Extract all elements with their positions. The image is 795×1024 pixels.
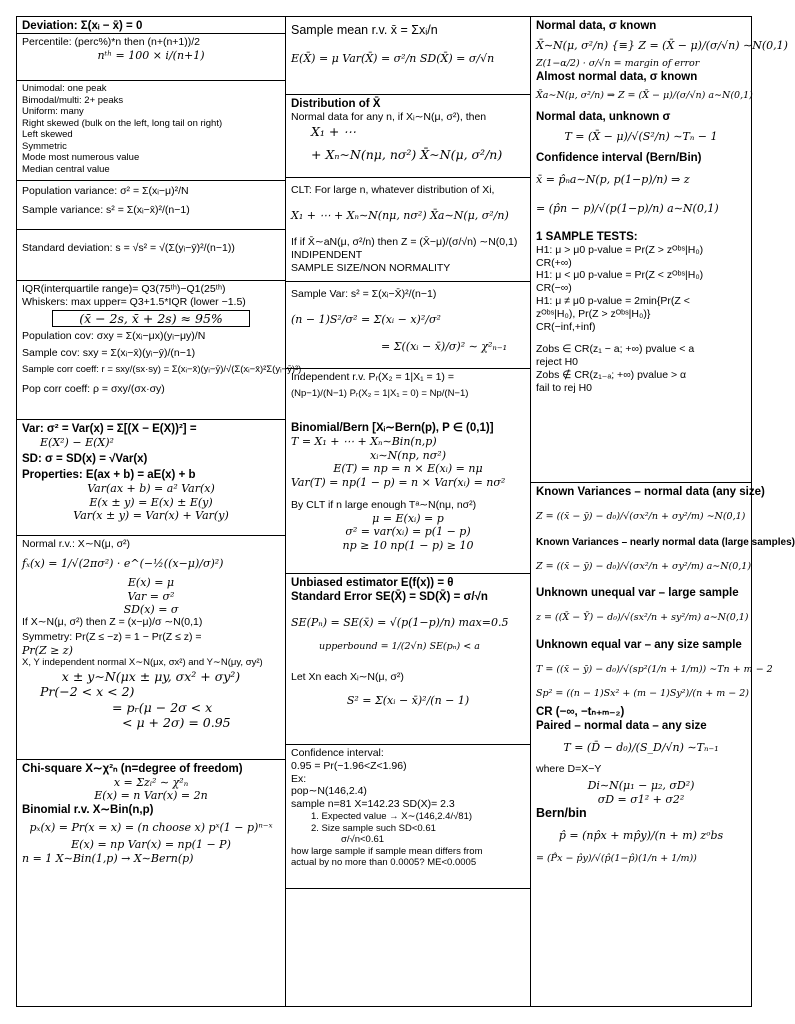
phat-dist: x̄ = p̂ₙa∼N(p, p(1−p)/n) ⇒ z (536, 173, 690, 187)
two-sigma-2: = pᵣ(μ − 2σ < x (112, 699, 213, 715)
one-sample-tests: 1 SAMPLE TESTS: (536, 230, 638, 243)
sample-var-chi: (n − 1)S²/σ² = Σ(xᵢ − x)²/σ² (291, 312, 441, 326)
bern-var: σ² = var(xᵢ) = p(1 − p) (345, 525, 471, 539)
clt-note-2: SAMPLE SIZE/NON NORMALITY (291, 261, 451, 274)
estimator-box (285, 573, 531, 745)
deviation-box (16, 16, 286, 34)
t-paired: T = (D̄ − d₀)/(S_D/√n) ∼Tₙ₋₁ (563, 741, 719, 755)
binomial-sum: T = X₁ + ⋯ + Xₙ∼Bin(n,p) (291, 435, 437, 449)
standardize: If X∼N(μ, σ²) then Z = (x−μ)/σ ∼N(0,1) (22, 616, 203, 629)
normal-sample: Let Xn each Xᵢ∼N(μ, σ²) (291, 671, 404, 684)
clt-note: INDIPENDENT (291, 249, 363, 261)
pooled-phat: p̂ = (np̂x + mp̂y)/(n + m) zᵒbs (558, 829, 724, 843)
two-sample-box (530, 482, 795, 1007)
chi-moments: E(x) = n Var(x) = 2n (94, 789, 208, 803)
symmetry: Symmetry: Pr(Z ≤ −z) = 1 − Pr(Z ≤ z) = (22, 631, 202, 644)
binomial-bern: Binomial/Bern [Xᵢ∼Bern(p), P ∈ (0,1)] (291, 422, 494, 435)
sigma-d: σD = σ1² + σ2² (597, 792, 685, 806)
sum-distribution: + Xₙ∼N(nμ, nσ²) X̄∼N(μ, σ²/n) (311, 147, 503, 163)
distribution-xbar-title: Distribution of X̄ (291, 98, 381, 110)
distribution-xbar-box (285, 94, 531, 178)
phat-z: = (p̂n − p)/√(p(1−p)/n) a∼N(0,1) (536, 202, 719, 216)
sample-var-box (285, 281, 531, 369)
sample-mean-def: Sample mean r.v. x̄ = Σxᵢ/n (291, 23, 438, 37)
z-known-var: Z = ((x̄ − ȳ) − d₀)/√(σx²/n + σy²/m) ∼N(0,1) (536, 511, 746, 523)
shape-term: Uniform: many (22, 106, 84, 118)
almost-normal: Almost normal data, σ known (536, 71, 698, 83)
sum-start: X₁ + ⋯ (311, 123, 356, 139)
critical-region: CR (−∞, −tₙ₊ₘ₋₂) (536, 706, 625, 719)
shape-term: Median central value (22, 164, 110, 176)
std-dev-box (16, 229, 286, 281)
zobs-in-cr: Zobs ∈ CR(z₁ − a; +∞) pvalue < a (536, 343, 695, 356)
binomial-mean: E(T) = np = n × E(xᵢ) = nμ (333, 462, 483, 476)
symmetry-2: Pr(Z ≥ z) (22, 644, 73, 658)
iqr-line: IQR(interquartile range)= Q3(75ᵗʰ)−Q1(25ᵗʰ) (22, 283, 226, 295)
binomial-moments: E(x) = np Var(x) = np(1 − P) (71, 838, 231, 852)
bern-mean: μ = E(xᵢ) = p (372, 511, 444, 525)
var-def-2: E(X²) − E(X)² (40, 436, 114, 450)
sample-variance: Sample variance: s² = Σ(xᵢ−x̄)²/(n−1) (22, 203, 190, 216)
standard-error: Standard Error SE(X̄) = SD(X̄) = σ/√n (291, 591, 488, 604)
cr-two-sided: CR(−inf,+inf) (536, 320, 596, 333)
pop-corr: Pop corr coeff: ρ = σxy/(σx·σy) (22, 383, 165, 396)
z-two-proportion: = (P̂x − p̂y)/√(p̂(1−p̂)(1/n + 1/m)) (536, 852, 697, 864)
normal-data-any-n: Normal data for any n, if Xᵢ∼N(μ, σ²), then (291, 111, 487, 124)
h1-less: H1: μ < μ0 p-value = Pr(Z < zᴼᵇˢ|H₀) (536, 269, 704, 282)
shape-term: Right skewed (bulk on the left, long tail on right) (22, 117, 223, 129)
percentile-line: Percentile: (perc%)*n then (n+(n+1))/2 (22, 36, 201, 48)
clt-z: If if X̄∼aN(μ, σ²/n) then Z = (X̄−μ)/(σ/√n) ∼N(0,1) (291, 236, 518, 249)
whiskers-line: Whiskers: max upper= Q3+1.5*IQR (lower −1.5) (22, 295, 246, 308)
variance-scale: Var(ax + b) = a² Var(x) (87, 482, 215, 496)
unequal-var: Unknown unequal var – large sample (536, 587, 739, 600)
empty-box (285, 888, 531, 1007)
equal-var: Unknown equal var – any size sample (536, 638, 742, 651)
normal-sigma-known: Normal data, σ known (536, 20, 657, 32)
fail-to-reject: fail to rej H0 (536, 381, 593, 394)
clt-sum: X₁ + ⋯ + Xₙ∼N(nμ, nσ²) X̄a∼N(μ, σ²/n) (291, 208, 509, 222)
empirical-rule: (x̄ − 2s, x̄ + 2s) ≈ 95% (52, 310, 250, 327)
se-proportion: SE(Pₙ) = SE(x̄) = √(p(1−p)/n) max=0.5 (291, 616, 509, 630)
upper-bound: upperbound = 1/(2√n) SE(pₙ) < a (319, 641, 480, 653)
ci-question-2: actual by no more than 0.0005? ME<0.0005 (291, 857, 477, 869)
ci-ex: Ex: (291, 772, 307, 785)
ci-step-1: 1. Expected value → X∼(146,2.4/√81) (311, 810, 473, 822)
bernoulli-case: n = 1 X∼Bin(1,p) → X∼Bern(p) (22, 851, 194, 865)
reject-h0: reject H0 (536, 356, 579, 369)
binomial-def: Binomial r.v. X∼Bin(n,p) (22, 803, 154, 816)
var-properties-box (16, 419, 286, 536)
z-known-var-large: Z = ((x̄ − ȳ) − d₀)/√(σx²/n + σy²/m) a∼N(0,1) (536, 560, 752, 572)
variance-sum: Var(x ± y) = Var(x) + Var(y) (73, 509, 229, 523)
expectation-linear: Properties: E(ax + b) = aE(x) + b (22, 469, 196, 482)
pooled-var: Sp² = ((n − 1)Sx² + (m − 1)Sy²)/(n + m − 2) (536, 687, 749, 699)
shape-term: Bimodal/multi: 2+ peaks (22, 94, 124, 106)
sd-def: SD: σ = SD(x) = √Var(x) (22, 453, 148, 466)
cr-minus-inf: CR(−∞) (536, 282, 572, 295)
sample-mean-moments: E(X̄) = μ Var(X̄) = σ²/n SD(X̄) = σ/√n (291, 52, 495, 66)
var-def: Var: σ² = Var(x) = Σ[(X − E(X))²] = (22, 423, 197, 435)
independent-binomial-box (285, 368, 531, 574)
sample-cov: Sample cov: sxy = Σ(xᵢ−x̄)(yᵢ−ȳ)/(n−1) (22, 346, 196, 359)
normal-var: Var = σ² (127, 589, 175, 603)
binomial-conditions: np ≥ 10 np(1 − p) ≥ 10 (342, 538, 474, 552)
binomial-var: Var(T) = np(1 − p) = n × Var(xᵢ) = nσ² (291, 475, 506, 489)
hypothesis-box (530, 16, 788, 483)
normal-mean: E(x) = μ (127, 576, 175, 590)
chi-sum: x = Σzᵢ² ∼ χ²ₙ (113, 776, 189, 790)
shape-term: Mode most numerous value (22, 152, 140, 164)
chi-square-def: Chi-square X∼χ²ₙ (n=degree of freedom) (22, 763, 243, 775)
sum-normals: x ± y∼N(μx ± μy, σx² + σy²) (61, 669, 241, 684)
shape-term: Unimodal: one peak (22, 83, 107, 94)
ci-bern: Confidence interval (Bern/Bin) (536, 152, 702, 165)
paired-normal: Paired – normal data – any size (536, 720, 707, 733)
two-sigma-3: < μ + 2σ) = 0.95 (122, 714, 231, 730)
z-normal: X̄∼N(μ, σ²/n) {≡} Z = (X̄ − μ)/(σ/√n) ∼N(0,1) (536, 39, 788, 53)
margin-of-error: Z(1−α/2) · σ/√n = margin of error (536, 58, 700, 70)
shape-terms-box (16, 80, 286, 181)
ci-step-2b: σ/√n<0.61 (341, 834, 385, 846)
normal-def: Normal r.v.: X∼N(μ, σ²) (22, 538, 131, 550)
independent-probs: (Np−1)/(N−1) Pᵣ(X₂ = 1|X₁ = 0) = Np/(N−1) (291, 387, 469, 399)
ci-prob: 0.95 = Pr(−1.96<Z<1.96) (291, 759, 407, 772)
h1-not-equal: H1: μ ≠ μ0 p-value = 2min{Pr(Z < (536, 295, 690, 308)
normal-sd: SD(x) = σ (123, 603, 179, 617)
t-stat: T = (X̄ − μ)/√(S²/n) ∼Tₙ − 1 (564, 129, 718, 143)
t-equal-var: T = ((x̄ − ȳ) − d₀)/√(sp²(1/n + 1/m)) ∼Tn + m − 2 (536, 663, 773, 675)
known-var-normal: Known Variances – normal data (any size) (536, 486, 765, 498)
bern-bin-title: Bern/bin (536, 806, 587, 821)
binomial-approx: xᵢ∼N(np, nσ²) (370, 448, 446, 462)
d-def: where D=X−Y (536, 762, 602, 775)
sample-var-chi-2: = Σ((xᵢ − x̄)/σ)² ∼ χ²ₙ₋₁ (381, 340, 508, 354)
ci-sample: sample n=81 X=142.23 SD(X)= 2.3 (291, 798, 455, 811)
sample-var-def: Sample Var: s² = Σ(xᵢ−X̄)²/(n−1) (291, 288, 437, 300)
sample-mean-box (285, 16, 531, 95)
deviation-line: Deviation: Σ(xᵢ − x̄) = 0 (22, 20, 143, 32)
unknown-sigma: Normal data, unknown σ (536, 110, 671, 123)
known-var-large: Known Variances – nearly normal data (large samples) (536, 536, 795, 548)
population-cov: Population cov: σxy = Σ(xᵢ−μx)(yᵢ−μy)/N (22, 329, 206, 342)
variance-box (16, 180, 286, 230)
zobs-not-in-cr: Zobs ∉ CR(z₁₋ₐ; +∞) pvalue > α (536, 369, 687, 382)
h1-not-equal-2: zᴼᵇˢ|H₀), Pr(Z > zᴼᵇˢ|H₀)} (536, 307, 651, 320)
z-unequal-var: z = ((X̄ − Ȳ) − d₀)/√(sx²/n + sy²/m) a∼N(0,1) (536, 612, 749, 624)
expectation-sum: E(x ± y) = E(x) ± E(y) (89, 495, 213, 509)
binomial-pmf: pₓ(x) = Pr(x = x) = (n choose x) pˣ(1 − p)ⁿ⁻ˣ (29, 820, 273, 834)
two-sigma: Pr(−2 < x < 2) (40, 684, 135, 700)
std-dev-line: Standard deviation: s = √s² = √(Σ(yᵢ−ȳ)²/(n−1)) (22, 242, 235, 254)
clt-def: CLT: For large n, whatever distribution of Xi, (291, 184, 495, 196)
cr-plus-inf: CR(+∞) (536, 256, 572, 269)
binomial-clt: By CLT if n large enough Tᵃ∼N(nμ, nσ²) (291, 499, 477, 512)
shape-term: Symmetric (22, 140, 67, 152)
z-almost-normal: X̄a∼N(μ, σ²/n) ⇒ Z = (X̄ − μ)/(σ/√n) a∼N(0,1) (536, 90, 753, 102)
d-dist: Di∼N(μ₁ − μ₂, σD²) (587, 779, 695, 793)
ci-pop: pop∼N(146,2.4) (291, 785, 367, 798)
sample-variance-formula: S² = Σ(xᵢ − x̄)²/(n − 1) (346, 693, 470, 707)
chi-binomial-box (16, 759, 286, 1007)
ci-step-2: 2. Size sample such SD<0.61 (311, 822, 436, 834)
population-variance: Population variance: σ² = Σ(xᵢ−μ)²/N (22, 185, 189, 197)
ci-question: how large sample if sample mean differs from (291, 845, 483, 857)
clt-box (285, 177, 531, 282)
normal-rv-box (16, 535, 286, 760)
normal-pdf: fₓ(x) = 1/√(2πσ²) · e^(−½((x−μ)/σ)²) (22, 556, 224, 570)
confidence-interval-box (285, 744, 531, 889)
percentile-formula: nᵗʰ = 100 × i/(n+1) (97, 48, 205, 62)
h1-greater: H1: μ > μ0 p-value = Pr(Z > zᴼᵇˢ|H₀) (536, 243, 704, 256)
percentile-box (16, 33, 286, 81)
independent-normals: X, Y independent normal X∼N(μx, σx²) and Y∼N(μy, σy²) (22, 657, 263, 669)
ci-title: Confidence interval: (291, 747, 384, 759)
sample-corr: Sample corr coeff: r = sxy/(sx·sy) = Σ(xᵢ−x̄)(yᵢ−ȳ)/√(Σ(xᵢ−x̄)²Σ(yᵢ−ȳ)²) (22, 364, 302, 376)
independent-def: Independent r.v. Pᵣ(X₂ = 1|X₁ = 1) = (291, 371, 454, 383)
iqr-cov-box (16, 280, 302, 420)
unbiased-estimator: Unbiased estimator E(f(x)) = θ (291, 577, 454, 589)
shape-term: Left skewed (22, 129, 73, 141)
